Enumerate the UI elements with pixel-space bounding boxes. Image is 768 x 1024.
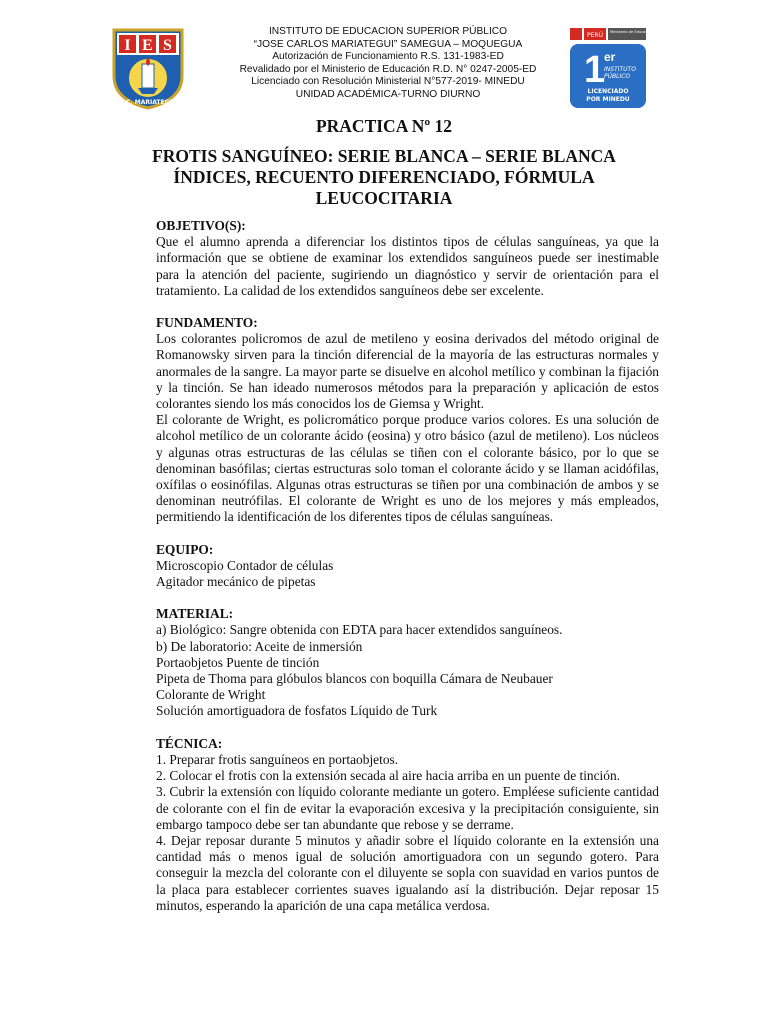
badge-ministry: Ministerio de Educación (610, 30, 653, 34)
tecnica-heading: TÉCNICA: (156, 735, 223, 751)
practica-title: PRACTICA Nº 12 (315, 116, 453, 136)
svg-text:E: E (142, 37, 153, 54)
svg-text:S: S (163, 37, 172, 54)
objetivo-heading: OBJETIVO(S): (156, 218, 246, 233)
title-line: LEUCOCITARIA (315, 188, 453, 208)
header-line: UNIDAD ACADÉMICA-TURNO DIURNO (295, 88, 481, 100)
document-body (156, 218, 659, 914)
equipo-heading: EQUIPO: (156, 541, 214, 557)
material-item: b) De laboratorio: Aceite de inmersión (156, 638, 363, 654)
header-line: Autorización de Funcionamiento R.S. 131-1983-ED (272, 51, 504, 63)
badge-line1: INSTITUTO (604, 66, 636, 73)
institution-header (200, 26, 576, 102)
badge-number: 1 (584, 49, 606, 91)
tecnica-step: 4. Dejar reposar durante 5 minutos y añadir sobre el líquido colorante en la extensión una cantidad más o menos igual de solución amortiguadora con un segundo gotero. Para conseguir la mezcla del colorante con el diluyente se sopla con suavidad en varios puntos de la placa para establecer corrientes suaves igualando así la distribución. Dejar reposar 15 minutos, esperando la aparición de una capa metálica verdosa. (156, 832, 659, 913)
title-line: ÍNDICES, RECUENTO DIFERENCIADO, FÓRMULA (173, 167, 595, 187)
institute-logo (108, 24, 188, 110)
material-item: a) Biológico: Sangre obtenida con EDTA para hacer extendidos sanguíneos. (156, 622, 563, 638)
header-line: INSTITUTO DE EDUCACION SUPERIOR PÚBLICO (268, 26, 508, 37)
equipo-item: Microscopio Contador de células (156, 557, 334, 573)
equipo-item: Agitador mecánico de pipetas (156, 574, 316, 590)
badge-line4: POR MINEDU (586, 96, 630, 103)
objetivo-text: Que el alumno aprenda a diferenciar los distintos tipos de células sanguíneas, ya que la información que se obtiene de examinar los extendidos sanguíneos puede ser inestimable para la atención del paciente, sugiriendo un diagnóstico y servir de orientación para el tratamiento. La calidad de los extendidos sanguíneos debe ser excelente. (156, 234, 659, 298)
svg-text:I: I (124, 37, 131, 54)
fundamento-paragraph: El colorante de Wright, es policromático porque produce varios colores. Es una solución de alcohol metílico de un colorante ácido (eosina) y otro básico (azul de metileno). Los núcleos y algunas otras estructuras de las células se tiñen con el colorante básico, por lo que se denominan basófilas; ciertas estructuras solo toman el colorante ácido y se llaman acidófilas, oxífilas o eosinófilas. Algunas otras estructuras se tiñen por una combinación de ambos y se denominan neutrófilas. El colorante de Wright es uno de los mejores y más empleados, permitiendo la identificación de los diferentes tipos de células sanguíneas. (156, 412, 659, 525)
badge-line3: LICENCIADO (587, 88, 629, 95)
fundamento-heading: FUNDAMENTO: (156, 315, 258, 331)
badge-peru: PERÚ (587, 32, 603, 39)
material-item: Solución amortiguadora de fosfatos Líquido de Turk (156, 703, 438, 719)
fundamento-paragraph: Los colorantes policromos de azul de metileno y eosina derivados del método original de Romanowsky sirven para la tinción diferencial de la mayoría de las estructuras normales y anormales de la sangre. La mayor parte se disuelve en alcohol metílico y combinan la fijación y la tinción. Se han ideado numerosos métodos para la preparación y aplicación de estos colorantes siendo los más conocidos los de Giemsa y Wright. (156, 331, 659, 412)
badge-line2: PÚBLICO (604, 73, 631, 80)
header-line: Licenciado con Resolución Ministerial N°577-2019- MINEDU (251, 76, 525, 88)
document-title (120, 146, 648, 209)
header-line: “JOSE CARLOS MARIATEGUI” SAMEGUA – MOQUEGUA (253, 38, 523, 50)
tecnica-step: 2. Colocar el frotis con la extensión secada al aire hacia arriba en un puente de tinción. (156, 768, 621, 784)
header-line: Revalidado por el Ministerio de Educación R.D. N° 0247-2005-ED (239, 63, 537, 75)
tecnica-step: 3. Cubrir la extensión con líquido colorante mediante un gotero. Empléese suficiente cantidad de colorante con el fin de evitar la evaporación excesiva y la precipitación consiguiente, sin embargo tampoco debe ser tan abundante que rebose y se derrame. (156, 784, 659, 832)
svg-text:J. C. MARIATEGUI: J. C. MARIATEGUI (119, 99, 177, 106)
title-line: FROTIS SANGUÍNEO: SERIE BLANCA – SERIE BLANCA (152, 146, 616, 166)
material-item: Pipeta de Thoma para glóbulos blancos con boquilla Cámara de Neubauer (156, 671, 553, 687)
material-item: Colorante de Wright (156, 687, 266, 703)
material-item: Portaobjetos Puente de tinción (156, 654, 320, 670)
minedu-badge (568, 26, 653, 110)
badge-sup: er (604, 50, 616, 64)
tecnica-step: 1. Preparar frotis sanguíneos en portaobjetos. (156, 751, 399, 767)
material-heading: MATERIAL: (156, 606, 234, 622)
